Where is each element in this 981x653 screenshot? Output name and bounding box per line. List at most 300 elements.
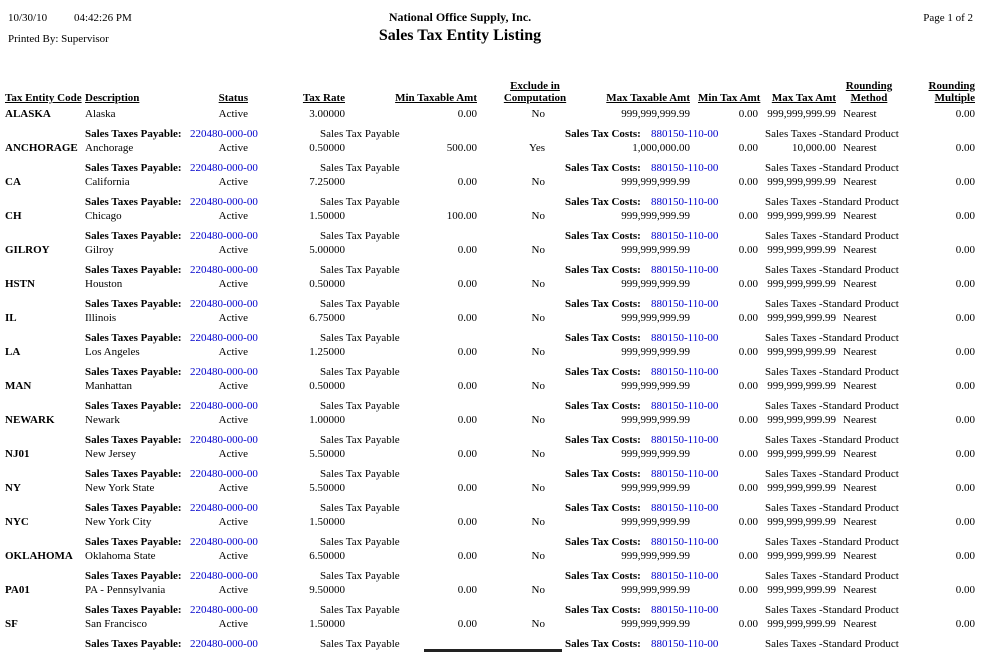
entity-rounding-method: Nearest (843, 142, 877, 154)
entity-min-taxable-amt: 0.00 (457, 346, 477, 358)
entity-rounding-method: Nearest (843, 482, 877, 494)
entity-min-taxable-amt: 0.00 (457, 448, 477, 460)
costs-account-link[interactable]: 880150-110-00 (651, 604, 719, 616)
payable-account-link[interactable]: 220480-000-00 (190, 434, 258, 446)
sales-taxes-payable-label: Sales Taxes Payable: (85, 468, 182, 480)
costs-account-description: Sales Taxes -Standard Product (765, 332, 899, 344)
entity-max-taxable-amt: 999,999,999.99 (621, 584, 690, 596)
entity-rounding-method: Nearest (843, 516, 877, 528)
sales-taxes-payable-label: Sales Taxes Payable: (85, 434, 182, 446)
entity-exclude-in-computation: No (531, 312, 545, 324)
payable-account-link[interactable]: 220480-000-00 (190, 230, 258, 242)
entity-rounding-multiple: 0.00 (955, 516, 975, 528)
col-header-min-taxable-amt: Min Taxable Amt (395, 92, 477, 104)
entity-rounding-method: Nearest (843, 380, 877, 392)
entity-rounding-multiple: 0.00 (955, 380, 975, 392)
costs-account-link[interactable]: 880150-110-00 (651, 638, 719, 650)
sales-tax-costs-label: Sales Tax Costs: (565, 638, 641, 650)
entity-block (0, 550, 981, 584)
entity-tax-rate: 6.75000 (309, 312, 345, 324)
entity-tax-rate: 6.50000 (309, 550, 345, 562)
payable-account-link[interactable]: 220480-000-00 (190, 128, 258, 140)
entity-min-tax-amt: 0.00 (738, 108, 758, 120)
entity-exclude-in-computation: No (531, 550, 545, 562)
sales-taxes-payable-label: Sales Taxes Payable: (85, 196, 182, 208)
entity-description: New Jersey (85, 448, 137, 460)
payable-account-link[interactable]: 220480-000-00 (190, 162, 258, 174)
entity-description: Gilroy (85, 244, 114, 256)
entity-max-tax-amt: 999,999,999.99 (767, 618, 836, 630)
payable-account-link[interactable]: 220480-000-00 (190, 570, 258, 582)
entity-code: NYC (5, 516, 29, 528)
entity-tax-rate: 5.50000 (309, 482, 345, 494)
entity-status: Active (218, 380, 248, 392)
entity-code: ANCHORAGE (5, 142, 78, 154)
entity-max-taxable-amt: 999,999,999.99 (621, 618, 690, 630)
col-header-exclude-line1: Exclude in (510, 80, 560, 92)
entity-description: San Francisco (85, 618, 148, 630)
entity-tax-rate: 1.25000 (309, 346, 345, 358)
sales-tax-costs-label: Sales Tax Costs: (565, 502, 641, 514)
entity-max-taxable-amt: 999,999,999.99 (621, 448, 690, 460)
report-title: Sales Tax Entity Listing (378, 27, 542, 44)
entity-exclude-in-computation: No (531, 482, 545, 494)
entity-rounding-multiple: 0.00 (955, 584, 975, 596)
payable-account-link[interactable]: 220480-000-00 (190, 366, 258, 378)
entity-max-tax-amt: 999,999,999.99 (767, 312, 836, 324)
payable-account-link[interactable]: 220480-000-00 (190, 604, 258, 616)
entity-description: Anchorage (85, 142, 134, 154)
sales-tax-costs-label: Sales Tax Costs: (565, 570, 641, 582)
entity-code: NJ01 (5, 448, 30, 460)
page-number: Page 1 of 2 (923, 12, 973, 24)
sales-taxes-payable-label: Sales Taxes Payable: (85, 332, 182, 344)
sales-taxes-payable-label: Sales Taxes Payable: (85, 536, 182, 548)
col-header-min-tax-amt: Min Tax Amt (698, 92, 761, 104)
entity-rounding-method: Nearest (843, 278, 877, 290)
costs-account-description: Sales Taxes -Standard Product (765, 638, 899, 650)
entity-max-taxable-amt: 999,999,999.99 (621, 380, 690, 392)
entity-block (0, 278, 981, 312)
entity-rounding-multiple: 0.00 (955, 142, 975, 154)
entity-exclude-in-computation: No (531, 346, 545, 358)
payable-account-description: Sales Tax Payable (320, 570, 400, 582)
payable-account-link[interactable]: 220480-000-00 (190, 196, 258, 208)
entity-block (0, 516, 981, 550)
entity-max-tax-amt: 999,999,999.99 (767, 210, 836, 222)
entity-code: NEWARK (5, 414, 55, 426)
entity-exclude-in-computation: Yes (528, 142, 545, 154)
payable-account-description: Sales Tax Payable (320, 366, 400, 378)
sales-taxes-payable-label: Sales Taxes Payable: (85, 400, 182, 412)
entity-min-taxable-amt: 0.00 (457, 618, 477, 630)
entity-tax-rate: 0.50000 (309, 380, 345, 392)
entity-block (0, 176, 981, 210)
sales-taxes-payable-label: Sales Taxes Payable: (85, 604, 182, 616)
sales-tax-costs-label: Sales Tax Costs: (565, 128, 641, 140)
sales-taxes-payable-label: Sales Taxes Payable: (85, 366, 182, 378)
entity-tax-rate: 7.25000 (309, 176, 345, 188)
entity-status: Active (218, 210, 248, 222)
entity-min-tax-amt: 0.00 (738, 176, 758, 188)
entity-min-tax-amt: 0.00 (738, 414, 758, 426)
costs-account-link[interactable]: 880150-110-00 (651, 468, 719, 480)
entity-exclude-in-computation: No (531, 108, 545, 120)
entity-status: Active (218, 108, 248, 120)
clipped-row-artifact (424, 649, 562, 652)
entity-min-taxable-amt: 0.00 (457, 482, 477, 494)
entity-min-tax-amt: 0.00 (738, 210, 758, 222)
costs-account-description: Sales Taxes -Standard Product (765, 536, 899, 548)
col-header-tax-rate: Tax Rate (302, 92, 345, 104)
payable-account-link[interactable]: 220480-000-00 (190, 502, 258, 514)
entity-min-tax-amt: 0.00 (738, 380, 758, 392)
entity-status: Active (218, 448, 248, 460)
costs-account-link[interactable]: 880150-110-00 (651, 298, 719, 310)
entity-block (0, 414, 981, 448)
entity-code: OKLAHOMA (5, 550, 73, 562)
entity-min-tax-amt: 0.00 (738, 448, 758, 460)
entity-status: Active (218, 346, 248, 358)
entity-min-tax-amt: 0.00 (738, 312, 758, 324)
entity-exclude-in-computation: No (531, 278, 545, 290)
entity-rounding-multiple: 0.00 (955, 448, 975, 460)
entity-min-tax-amt: 0.00 (738, 550, 758, 562)
entity-block (0, 448, 981, 482)
entity-rounding-method: Nearest (843, 448, 877, 460)
entity-min-taxable-amt: 100.00 (446, 210, 477, 222)
costs-account-description: Sales Taxes -Standard Product (765, 298, 899, 310)
sales-tax-costs-label: Sales Tax Costs: (565, 162, 641, 174)
entity-max-tax-amt: 999,999,999.99 (767, 380, 836, 392)
entity-max-tax-amt: 999,999,999.99 (767, 414, 836, 426)
entity-max-tax-amt: 999,999,999.99 (767, 584, 836, 596)
sales-taxes-payable-label: Sales Taxes Payable: (85, 502, 182, 514)
entity-tax-rate: 5.50000 (309, 448, 345, 460)
entity-code: CH (5, 210, 22, 222)
entity-block (0, 618, 981, 652)
entity-max-tax-amt: 999,999,999.99 (767, 244, 836, 256)
entity-rounding-multiple: 0.00 (955, 176, 975, 188)
entity-min-taxable-amt: 0.00 (457, 244, 477, 256)
entity-rounding-multiple: 0.00 (955, 618, 975, 630)
entity-exclude-in-computation: No (531, 244, 545, 256)
entity-rounding-method: Nearest (843, 414, 877, 426)
entity-min-taxable-amt: 0.00 (457, 550, 477, 562)
costs-account-description: Sales Taxes -Standard Product (765, 400, 899, 412)
entity-code: CA (5, 176, 21, 188)
costs-account-link[interactable]: 880150-110-00 (651, 570, 719, 582)
entity-description: New York State (85, 482, 155, 494)
entity-code: ALASKA (5, 108, 51, 120)
entity-tax-rate: 1.50000 (309, 516, 345, 528)
entity-min-taxable-amt: 0.00 (457, 584, 477, 596)
entity-min-taxable-amt: 0.00 (457, 414, 477, 426)
payable-account-link[interactable]: 220480-000-00 (190, 468, 258, 480)
entity-block (0, 210, 981, 244)
payable-account-description: Sales Tax Payable (320, 502, 400, 514)
entity-rounding-method: Nearest (843, 618, 877, 630)
sales-taxes-payable-label: Sales Taxes Payable: (85, 230, 182, 242)
costs-account-link[interactable]: 880150-110-00 (651, 332, 719, 344)
entity-max-tax-amt: 999,999,999.99 (767, 108, 836, 120)
entity-min-taxable-amt: 0.00 (457, 108, 477, 120)
sales-taxes-payable-label: Sales Taxes Payable: (85, 298, 182, 310)
payable-account-link[interactable]: 220480-000-00 (190, 298, 258, 310)
entity-max-tax-amt: 10,000.00 (792, 142, 836, 154)
entity-block (0, 482, 981, 516)
entity-status: Active (218, 278, 248, 290)
entity-max-taxable-amt: 999,999,999.99 (621, 414, 690, 426)
entity-min-tax-amt: 0.00 (738, 346, 758, 358)
payable-account-link[interactable]: 220480-000-00 (190, 638, 258, 650)
payable-account-description: Sales Tax Payable (320, 604, 400, 616)
entity-status: Active (218, 584, 248, 596)
entity-max-taxable-amt: 999,999,999.99 (621, 176, 690, 188)
entity-tax-rate: 5.00000 (309, 244, 345, 256)
col-header-rounding-multiple-line2: Multiple (934, 92, 975, 104)
entity-rounding-multiple: 0.00 (955, 312, 975, 324)
sales-tax-costs-label: Sales Tax Costs: (565, 366, 641, 378)
entity-min-tax-amt: 0.00 (738, 244, 758, 256)
entity-rounding-method: Nearest (843, 210, 877, 222)
payable-account-description: Sales Tax Payable (320, 400, 400, 412)
payable-account-description: Sales Tax Payable (320, 434, 400, 446)
sales-taxes-payable-label: Sales Taxes Payable: (85, 638, 182, 650)
costs-account-link[interactable]: 880150-110-00 (651, 434, 719, 446)
entity-exclude-in-computation: No (531, 618, 545, 630)
col-header-description: Description (85, 92, 140, 104)
costs-account-link[interactable]: 880150-110-00 (651, 162, 719, 174)
entity-min-taxable-amt: 0.00 (457, 176, 477, 188)
payable-account-link[interactable]: 220480-000-00 (190, 400, 258, 412)
sales-tax-costs-label: Sales Tax Costs: (565, 264, 641, 276)
company-name: National Office Supply, Inc. (388, 10, 532, 24)
sales-tax-costs-label: Sales Tax Costs: (565, 536, 641, 548)
entity-tax-rate: 1.50000 (309, 618, 345, 630)
entity-min-taxable-amt: 0.00 (457, 312, 477, 324)
entity-block (0, 244, 981, 278)
entity-exclude-in-computation: No (531, 210, 545, 222)
entity-exclude-in-computation: No (531, 414, 545, 426)
col-header-max-taxable-amt: Max Taxable Amt (606, 92, 690, 104)
entity-description: Oklahoma State (85, 550, 156, 562)
entity-code: SF (5, 618, 18, 630)
entity-description: Newark (85, 414, 120, 426)
entity-max-taxable-amt: 999,999,999.99 (621, 244, 690, 256)
col-header-rounding-method-line1: Rounding (845, 80, 893, 92)
entity-status: Active (218, 482, 248, 494)
entity-code: MAN (5, 380, 32, 392)
entity-exclude-in-computation: No (531, 584, 545, 596)
entity-exclude-in-computation: No (531, 176, 545, 188)
entity-rounding-method: Nearest (843, 108, 877, 120)
sales-taxes-payable-label: Sales Taxes Payable: (85, 162, 182, 174)
entity-max-taxable-amt: 999,999,999.99 (621, 550, 690, 562)
payable-account-description: Sales Tax Payable (320, 298, 400, 310)
entity-max-taxable-amt: 999,999,999.99 (621, 312, 690, 324)
payable-account-description: Sales Tax Payable (320, 536, 400, 548)
entity-block (0, 584, 981, 618)
entity-max-taxable-amt: 999,999,999.99 (621, 516, 690, 528)
entity-min-taxable-amt: 0.00 (457, 380, 477, 392)
entity-min-tax-amt: 0.00 (738, 516, 758, 528)
costs-account-description: Sales Taxes -Standard Product (765, 230, 899, 242)
entity-tax-rate: 3.00000 (309, 108, 345, 120)
entity-block (0, 380, 981, 414)
entity-code: IL (5, 312, 17, 324)
entity-rounding-method: Nearest (843, 346, 877, 358)
payable-account-description: Sales Tax Payable (320, 196, 400, 208)
costs-account-link[interactable]: 880150-110-00 (651, 196, 719, 208)
entity-description: PA - Pennsylvania (85, 584, 166, 596)
costs-account-description: Sales Taxes -Standard Product (765, 162, 899, 174)
entity-min-tax-amt: 0.00 (738, 278, 758, 290)
entity-max-taxable-amt: 1,000,000.00 (632, 142, 690, 154)
entity-status: Active (218, 618, 248, 630)
sales-tax-costs-label: Sales Tax Costs: (565, 230, 641, 242)
entity-max-taxable-amt: 999,999,999.99 (621, 210, 690, 222)
entity-description: New York City (85, 516, 152, 528)
costs-account-description: Sales Taxes -Standard Product (765, 468, 899, 480)
costs-account-description: Sales Taxes -Standard Product (765, 264, 899, 276)
entity-max-tax-amt: 999,999,999.99 (767, 516, 836, 528)
entity-block (0, 142, 981, 176)
entity-max-tax-amt: 999,999,999.99 (767, 346, 836, 358)
entity-rounding-multiple: 0.00 (955, 278, 975, 290)
entity-status: Active (218, 516, 248, 528)
entity-code: PA01 (5, 584, 30, 596)
sales-taxes-payable-label: Sales Taxes Payable: (85, 570, 182, 582)
col-header-status: Status (218, 92, 248, 104)
sales-tax-costs-label: Sales Tax Costs: (565, 434, 641, 446)
payable-account-description: Sales Tax Payable (320, 230, 400, 242)
entity-min-tax-amt: 0.00 (738, 142, 758, 154)
entity-description: Alaska (85, 108, 116, 120)
entity-max-taxable-amt: 999,999,999.99 (621, 346, 690, 358)
entity-status: Active (218, 244, 248, 256)
col-header-tax-entity-code: Tax Entity Code (5, 92, 82, 104)
entity-exclude-in-computation: No (531, 516, 545, 528)
entity-rounding-method: Nearest (843, 244, 877, 256)
costs-account-link[interactable]: 880150-110-00 (651, 502, 719, 514)
entity-code: GILROY (5, 244, 50, 256)
col-header-rounding-multiple-line1: Rounding (928, 80, 975, 92)
printed-by: Printed By: Supervisor (8, 33, 109, 45)
costs-account-link[interactable]: 880150-110-00 (651, 128, 719, 140)
entity-max-tax-amt: 999,999,999.99 (767, 176, 836, 188)
costs-account-description: Sales Taxes -Standard Product (765, 366, 899, 378)
entity-status: Active (218, 176, 248, 188)
costs-account-link[interactable]: 880150-110-00 (651, 264, 719, 276)
sales-tax-costs-label: Sales Tax Costs: (565, 298, 641, 310)
costs-account-link[interactable]: 880150-110-00 (651, 366, 719, 378)
sales-tax-costs-label: Sales Tax Costs: (565, 468, 641, 480)
entity-status: Active (218, 312, 248, 324)
entity-rounding-multiple: 0.00 (955, 414, 975, 426)
entity-block (0, 108, 981, 142)
entity-rounding-method: Nearest (843, 176, 877, 188)
entity-status: Active (218, 142, 248, 154)
sales-taxes-payable-label: Sales Taxes Payable: (85, 128, 182, 140)
report-body (0, 108, 981, 652)
entity-rounding-multiple: 0.00 (955, 346, 975, 358)
entity-description: Manhattan (85, 380, 133, 392)
entity-rounding-multiple: 0.00 (955, 210, 975, 222)
entity-max-taxable-amt: 999,999,999.99 (621, 278, 690, 290)
payable-account-link[interactable]: 220480-000-00 (190, 332, 258, 344)
entity-min-taxable-amt: 500.00 (446, 142, 477, 154)
entity-rounding-multiple: 0.00 (955, 550, 975, 562)
costs-account-description: Sales Taxes -Standard Product (765, 604, 899, 616)
entity-max-tax-amt: 999,999,999.99 (767, 448, 836, 460)
payable-account-description: Sales Tax Payable (320, 332, 400, 344)
entity-min-tax-amt: 0.00 (738, 584, 758, 596)
entity-status: Active (218, 550, 248, 562)
costs-account-description: Sales Taxes -Standard Product (765, 434, 899, 446)
costs-account-link[interactable]: 880150-110-00 (651, 536, 719, 548)
entity-max-tax-amt: 999,999,999.99 (767, 482, 836, 494)
sales-tax-costs-label: Sales Tax Costs: (565, 332, 641, 344)
entity-tax-rate: 0.50000 (309, 278, 345, 290)
entity-exclude-in-computation: No (531, 380, 545, 392)
entity-rounding-method: Nearest (843, 584, 877, 596)
payable-account-link[interactable]: 220480-000-00 (190, 536, 258, 548)
sales-tax-costs-label: Sales Tax Costs: (565, 604, 641, 616)
sales-tax-costs-label: Sales Tax Costs: (565, 400, 641, 412)
payable-account-link[interactable]: 220480-000-00 (190, 264, 258, 276)
entity-code: LA (5, 346, 21, 358)
entity-block (0, 312, 981, 346)
entity-tax-rate: 1.50000 (309, 210, 345, 222)
entity-code: HSTN (5, 278, 35, 290)
payable-account-description: Sales Tax Payable (320, 128, 400, 140)
entity-tax-rate: 1.00000 (309, 414, 345, 426)
payable-account-description: Sales Tax Payable (320, 264, 400, 276)
entity-max-taxable-amt: 999,999,999.99 (621, 482, 690, 494)
entity-description: Los Angeles (85, 346, 140, 358)
payable-account-description: Sales Tax Payable (320, 162, 400, 174)
entity-min-taxable-amt: 0.00 (457, 278, 477, 290)
payable-account-description: Sales Tax Payable (320, 468, 400, 480)
costs-account-description: Sales Taxes -Standard Product (765, 502, 899, 514)
col-header-max-tax-amt: Max Tax Amt (771, 92, 836, 104)
entity-tax-rate: 0.50000 (309, 142, 345, 154)
costs-account-description: Sales Taxes -Standard Product (765, 128, 899, 140)
entity-rounding-method: Nearest (843, 312, 877, 324)
entity-description: California (85, 176, 130, 188)
entity-max-tax-amt: 999,999,999.99 (767, 278, 836, 290)
entity-description: Houston (85, 278, 123, 290)
entity-block (0, 346, 981, 380)
payable-account-description: Sales Tax Payable (320, 638, 400, 650)
entity-exclude-in-computation: No (531, 448, 545, 460)
costs-account-link[interactable]: 880150-110-00 (651, 230, 719, 242)
costs-account-description: Sales Taxes -Standard Product (765, 196, 899, 208)
entity-rounding-multiple: 0.00 (955, 482, 975, 494)
entity-status: Active (218, 414, 248, 426)
sales-taxes-payable-label: Sales Taxes Payable: (85, 264, 182, 276)
entity-min-tax-amt: 0.00 (738, 482, 758, 494)
entity-rounding-multiple: 0.00 (955, 244, 975, 256)
entity-description: Illinois (85, 312, 117, 324)
entity-max-tax-amt: 999,999,999.99 (767, 550, 836, 562)
entity-code: NY (5, 482, 21, 494)
costs-account-link[interactable]: 880150-110-00 (651, 400, 719, 412)
col-header-rounding-method-line2: Method (850, 92, 888, 104)
col-header-exclude-line2: Computation (503, 92, 567, 104)
costs-account-description: Sales Taxes -Standard Product (765, 570, 899, 582)
